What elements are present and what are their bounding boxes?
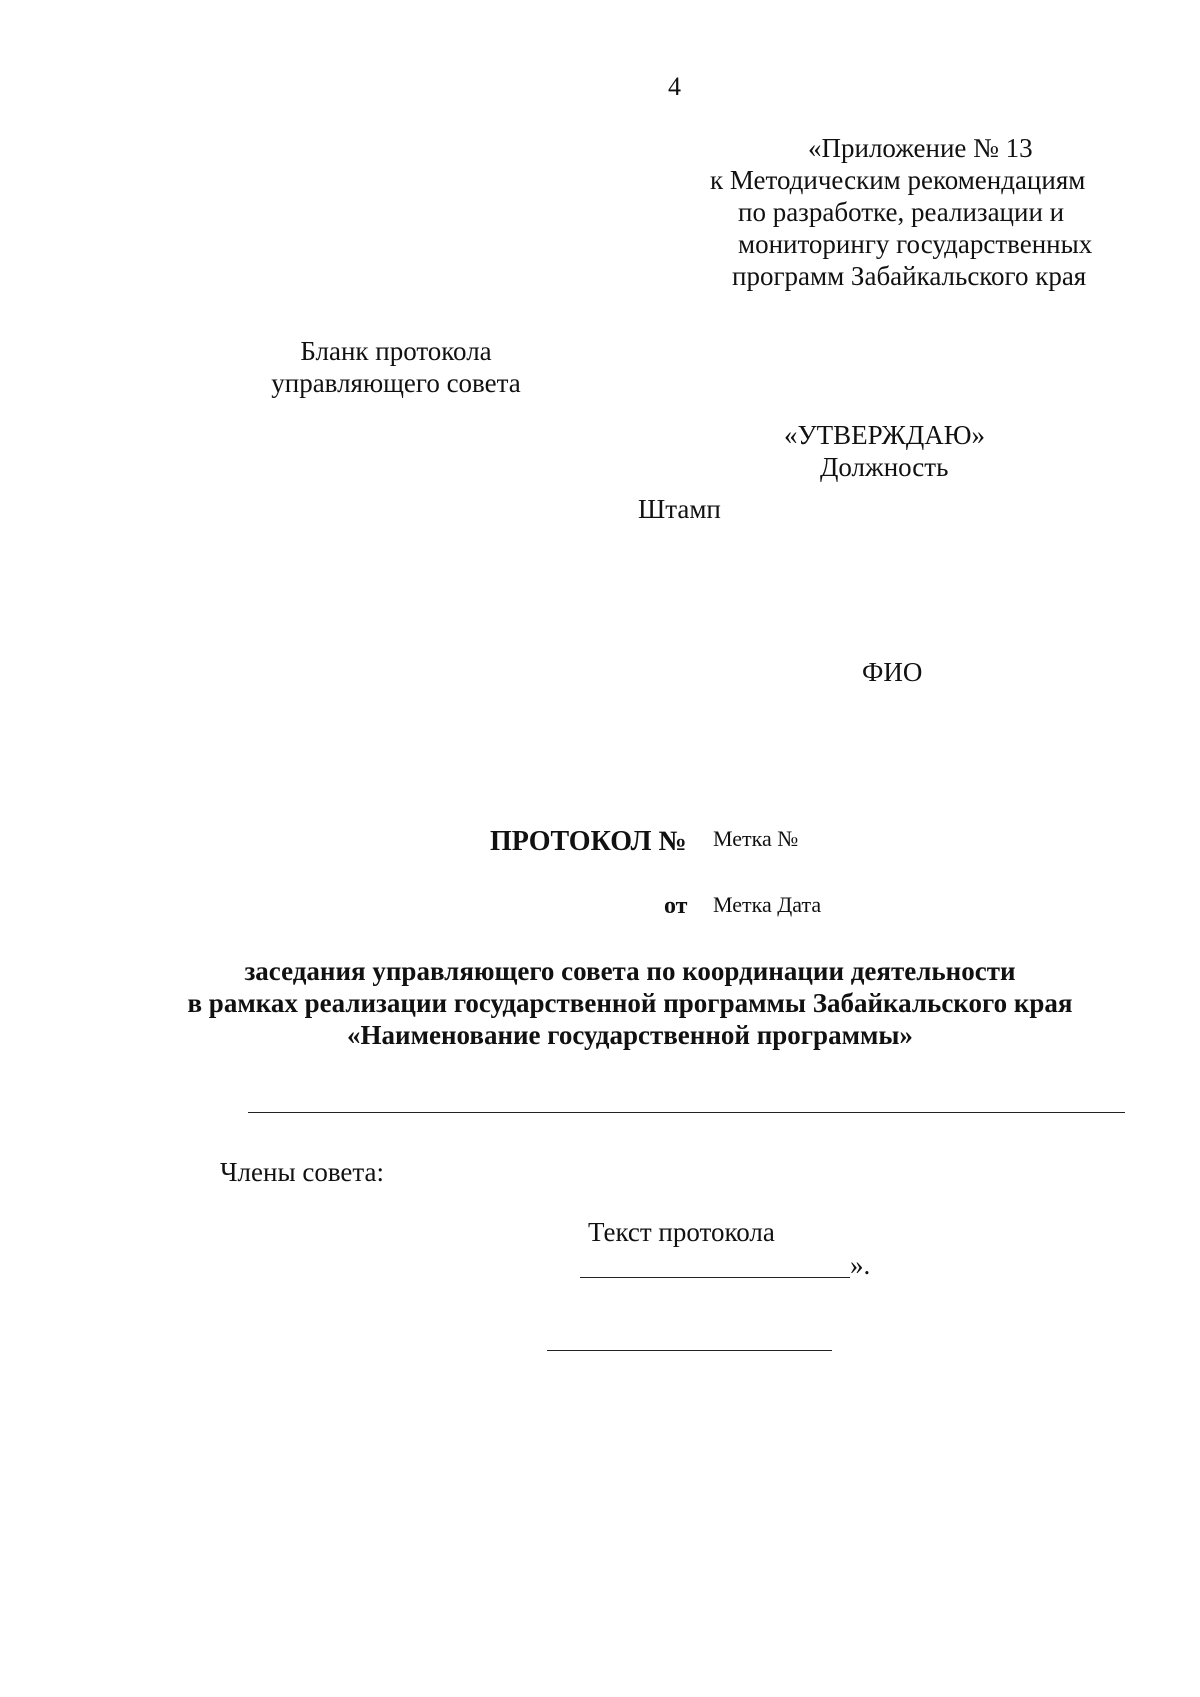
form-name-line: Бланк протокола: [300, 336, 492, 366]
position-label: Должность: [820, 452, 949, 482]
protocol-title: ПРОТОКОЛ №: [490, 826, 687, 857]
appendix-line: программ Забайкальского края: [732, 261, 1087, 291]
page-number: 4: [668, 72, 681, 101]
meeting-title-line: в рамках реализации государственной программы Забайкальского края: [187, 988, 1073, 1018]
meeting-title-line: «Наименование государственной программы»: [347, 1020, 913, 1050]
stamp-label: Штамп: [638, 494, 721, 524]
appendix-line: мониторингу государственных: [738, 229, 1093, 259]
protocol-text: Текст протокола: [588, 1217, 775, 1247]
meeting-title: [180, 955, 1080, 1051]
form-name-line: управляющего совета: [271, 368, 521, 398]
appendix-line: «Приложение № 13: [808, 133, 1033, 163]
approve-heading: «УТВЕРЖДАЮ»: [784, 420, 986, 450]
signature-line: [580, 1277, 850, 1278]
protocol-number-field: Метка №: [713, 826, 799, 851]
closing-quote: ».: [850, 1250, 871, 1280]
protocol-from-label: от: [664, 893, 688, 919]
fio-label: ФИО: [862, 657, 923, 687]
form-name: [262, 335, 530, 399]
separator-line: [248, 1112, 1125, 1113]
appendix-header: [660, 132, 1100, 292]
appendix-line: по разработке, реализации и: [738, 197, 1065, 227]
meeting-title-line: заседания управляющего совета по координации деятельности: [244, 956, 1016, 986]
members-label: Члены совета:: [220, 1157, 385, 1187]
end-line: [547, 1350, 832, 1351]
protocol-date-field: Метка Дата: [713, 892, 822, 917]
appendix-line: к Методическим рекомендациям: [710, 165, 1086, 195]
